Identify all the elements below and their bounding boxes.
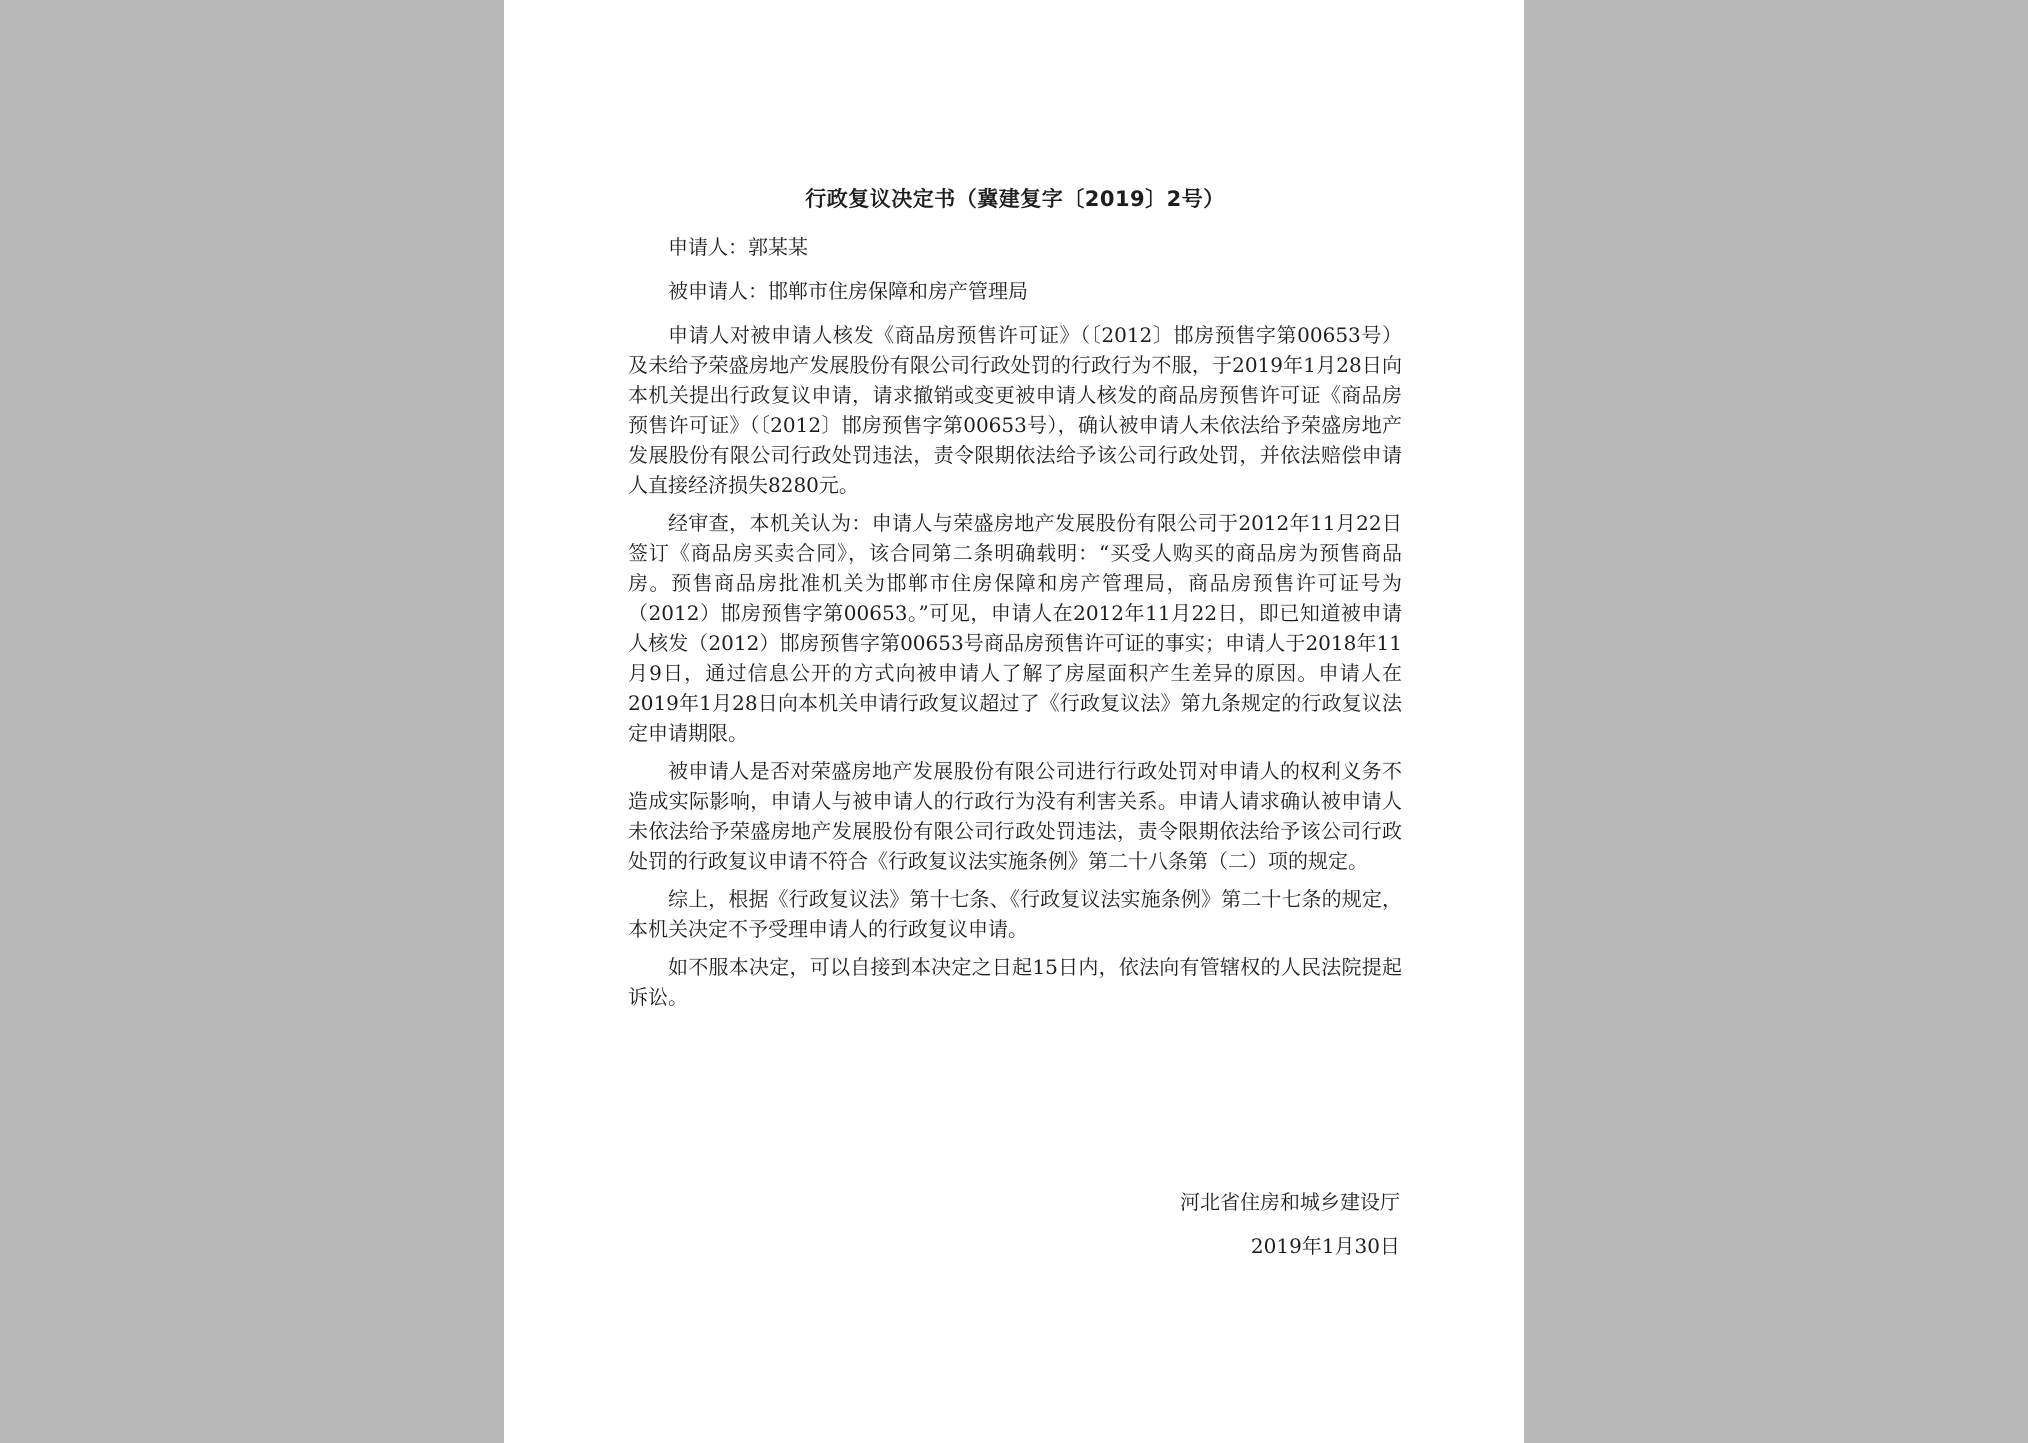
issuer-name: 河北省住房和城乡建设厅: [1180, 1190, 1400, 1214]
paragraph-conclusion: 综上，根据《行政复议法》第十七条、《行政复议法实施条例》第二十七条的规定，本机关决定不予受理申请人的行政复议申请。: [628, 887, 1402, 941]
signature-block: [1180, 1180, 1400, 1268]
paragraph-review: 经审查，本机关认为：申请人与荣盛房地产发展股份有限公司于2012年11月22日签订《商品房买卖合同》，该合同第二条明确载明：“买受人购买的商品房为预售商品房。预售商品房批准机关为邯郸市住房保障和房产管理局，商品房预售许可证号为（2012）邯房预售字第00653。”可见，申请人在2012年11月22日，即已知道被申请人核发（2012）邯房预售字第00653号商品房预售许可证的事实；申请人于2018年11月9日，通过信息公开的方式向被申请人了解了房屋面积产生差异的原因。申请人在2019年1月28日向本机关申请行政复议超过了《行政复议法》第九条规定的行政复议法定申请期限。: [628, 511, 1402, 745]
paragraph-interest: 被申请人是否对荣盛房地产发展股份有限公司进行行政处罚对申请人的权利义务不造成实际影响，申请人与被申请人的行政行为没有利害关系。申请人请求确认被申请人未依法给予荣盛房地产发展股份有限公司行政处罚违法，责令限期依法给予该公司行政处罚的行政复议申请不符合《行政复议法实施条例》第二十八条第（二）项的规定。: [628, 759, 1402, 873]
paragraph-request: 申请人对被申请人核发《商品房预售许可证》（〔2012〕邯房预售字第00653号）及未给予荣盛房地产发展股份有限公司行政处罚的行政行为不服，于2019年1月28日向本机关提出行政复议申请，请求撤销或变更被申请人核发的商品房预售许可证《商品房预售许可证》（〔2012〕邯房预售字第00653号），确认被申请人未依法给予荣盛房地产发展股份有限公司行政处罚违法，责令限期依法给予该公司行政处罚，并依法赔偿申请人直接经济损失8280元。: [628, 323, 1402, 497]
paragraph-appeal: 如不服本决定，可以自接到本决定之日起15日内，依法向有管辖权的人民法院提起诉讼。: [628, 955, 1402, 1009]
document-page: [504, 0, 1524, 1443]
respondent-line: 被申请人：邯郸市住房保障和房产管理局: [668, 279, 1028, 303]
document-body: [628, 184, 1402, 1020]
applicant-line: 申请人：郭某某: [668, 235, 808, 259]
issue-date: 2019年1月30日: [1250, 1234, 1400, 1258]
document-title: 行政复议决定书（冀建复字〔2019〕2号）: [805, 187, 1225, 211]
